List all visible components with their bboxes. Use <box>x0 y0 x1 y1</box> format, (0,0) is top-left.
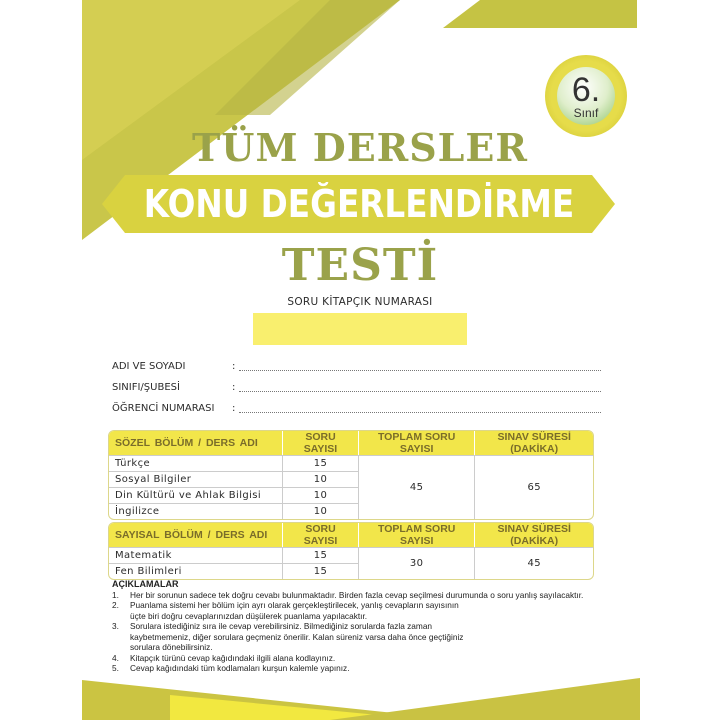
exam-duration: 65 <box>474 455 593 519</box>
instructions <box>112 579 612 674</box>
column-header: SAYISAL BÖLÜM / DERS ADI <box>109 523 282 547</box>
column-header: TOPLAM SORU SAYISI <box>358 431 475 455</box>
column-header: SÖZEL BÖLÜM / DERS ADI <box>109 431 282 455</box>
subject-name: Türkçe <box>109 455 282 471</box>
subject-name: İngilizce <box>109 503 282 519</box>
subject-name: Matematik <box>109 547 282 563</box>
question-count: 10 <box>282 471 358 487</box>
form-label: ÖĞRENCİ NUMARASI <box>112 403 215 414</box>
title-line-2: KONU DEĞERLENDİRME <box>143 182 575 226</box>
title-line-1: TÜM DERSLER <box>192 125 528 170</box>
student-number-field[interactable] <box>239 404 601 413</box>
name-field[interactable] <box>239 362 601 371</box>
item-text: Kitapçık türünü cevap kağıdındaki ilgili alana kodlayınız. <box>130 652 336 663</box>
grade-number: 6. <box>571 71 601 109</box>
question-count: 10 <box>282 503 358 519</box>
form-label: SINIFI/ŞUBESİ <box>112 382 180 393</box>
form-label: ADI VE SOYADI <box>112 361 186 372</box>
instruction-item <box>112 621 612 653</box>
instruction-item <box>112 590 612 601</box>
question-count: 10 <box>282 487 358 503</box>
form-separator: : <box>232 403 236 414</box>
grade-label: Sınıf <box>573 106 599 120</box>
item-text: Her bir sorunun sadece tek doğru cevabı bulunmaktadır. Birden fazla cevap seçilmesi durumunda o soru yanlış sayılacaktır. <box>130 589 584 600</box>
class-field[interactable] <box>239 383 601 392</box>
form-row-class <box>112 382 601 393</box>
booklet-number-box[interactable] <box>253 313 467 345</box>
column-header: SORU SAYISI <box>282 523 358 547</box>
column-header: SORU SAYISI <box>282 431 358 455</box>
table-row <box>109 547 593 563</box>
column-header: SINAV SÜRESİ (DAKİKA) <box>474 431 593 455</box>
instruction-item <box>112 600 612 621</box>
verbal-section-table <box>108 430 594 520</box>
subject-name: Din Kültürü ve Ahlak Bilgisi <box>109 487 282 503</box>
item-text: Puanlama sistemi her bölüm için ayrı olarak gerçekleştirilecek, yanlış cevapların sayısının üçte biri doğru cevaplarınızdan düşülerek puanlama yapılacaktır. <box>130 600 459 621</box>
form-separator: : <box>232 361 236 372</box>
column-header: TOPLAM SORU SAYISI <box>358 523 475 547</box>
total-questions: 45 <box>358 455 475 519</box>
subject-name: Fen Bilimleri <box>109 563 282 579</box>
question-count: 15 <box>282 455 358 471</box>
booklet-number-label: SORU KİTAPÇIK NUMARASI <box>287 296 433 308</box>
total-questions: 30 <box>358 547 475 579</box>
item-text: Cevap kağıdındaki tüm kodlamaları kurşun kalemle yapınız. <box>130 663 350 673</box>
instructions-title: AÇIKLAMALAR <box>112 579 179 589</box>
form-row-name <box>112 361 601 372</box>
form-row-student-number <box>112 403 601 414</box>
form-separator: : <box>232 382 236 393</box>
instruction-item <box>112 663 612 674</box>
item-number: 3. <box>112 621 119 631</box>
subject-name: Sosyal Bilgiler <box>109 471 282 487</box>
numeric-section-table <box>108 522 594 580</box>
title-line-3: TESTİ <box>281 240 439 291</box>
column-header: SINAV SÜRESİ (DAKİKA) <box>474 523 593 547</box>
exam-duration: 45 <box>474 547 593 579</box>
item-text: Sorulara istediğiniz sıra ile cevap verebilirsiniz. Bilmediğiniz sorularda fazla zaman kaybetmemeniz, diğer sorulara geçmeniz önerilir. Kalan süreniz varsa daha önce geçtiğiniz sorulara dönebilirsiniz. <box>130 621 464 652</box>
item-number: 1. <box>112 589 119 600</box>
question-count: 15 <box>282 547 358 563</box>
instruction-item <box>112 653 612 664</box>
item-number: 5. <box>112 663 119 673</box>
question-count: 15 <box>282 563 358 579</box>
item-number: 2. <box>112 600 119 610</box>
table-row <box>109 455 593 471</box>
item-number: 4. <box>112 652 119 663</box>
